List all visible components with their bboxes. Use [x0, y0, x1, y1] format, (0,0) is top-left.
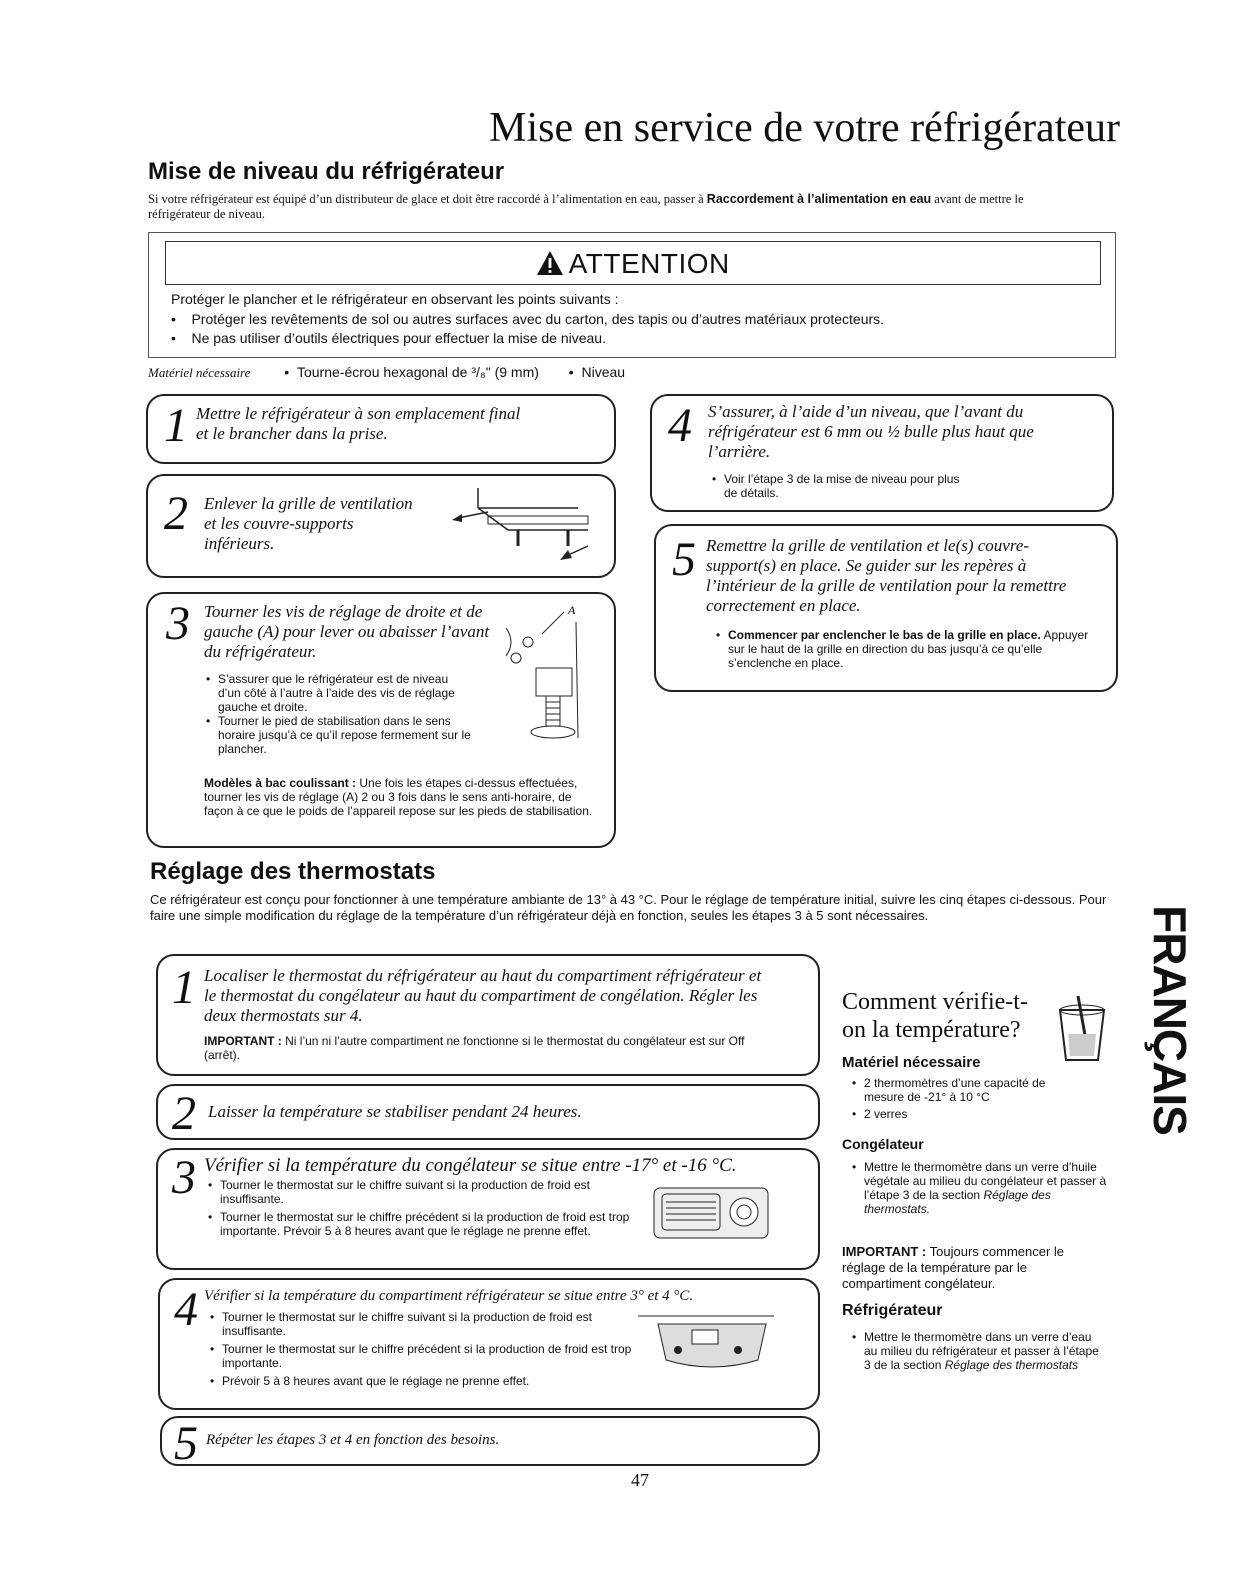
page-number: 47 — [631, 1470, 649, 1490]
step-title: Enlever la grille de ventilation et les couvre-supports inférieurs. — [204, 494, 413, 553]
sidebar-title: Comment vérifie-t-on la température? — [842, 989, 1028, 1043]
step-number: 2 — [172, 1087, 196, 1140]
note-text: Une fois les étapes ci-dessus effectuées, tourner les vis de réglage (A) 2 ou 3 fois dans le sens anti-horaire, de façon à ce que le poids de l’appareil repose sur les pieds de stabilisation. — [204, 776, 593, 818]
bullet: • Mettre le thermomètre dans un verre d’eau au milieu du réfrigérateur et passer à l’étape 3 de la section Réglage des thermostats — [864, 1330, 1100, 1372]
step-bullets — [208, 1310, 648, 1388]
step-number: 4 — [668, 399, 692, 452]
section-heading-thermostat: Réglage des thermostats — [150, 858, 436, 885]
svg-text:A: A — [568, 603, 576, 617]
step-title: Tourner les vis de réglage de droite et de gauche (A) pour lever ou abaisser l’avant du réfrigérateur. — [204, 602, 490, 661]
attention-title: ATTENTION — [568, 248, 730, 279]
leveling-intro — [148, 192, 1068, 222]
step-title: Répéter les étapes 3 et 4 en fonction des besoins. — [206, 1432, 500, 1448]
sidebar-important: IMPORTANT : Toujours commencer le réglage de la température par le compartiment congélateur. — [842, 1244, 1065, 1291]
step-bullets — [204, 672, 474, 756]
step-title: Remettre la grille de ventilation et le(s) couvre-support(s) en place. Se guider sur les repères à l’intérieur de la grille de ventilation pour la remettre correctement en place. — [706, 536, 1067, 615]
intro-text: Si votre réfrigérateur est équipé d’un distributeur de glace et doit être raccordé à l’alimentation en eau, passer à — [148, 192, 704, 206]
warning-triangle-icon — [536, 250, 564, 276]
leveling-step-1 — [146, 394, 616, 464]
bullet: • 2 verres — [864, 1107, 1080, 1121]
intro-tail: avant de mettre le réfrigérateur de niveau. — [148, 192, 1024, 221]
step-title: Vérifier si la température du compartiment réfrigérateur se situe entre 3° et 4 °C. — [204, 1288, 694, 1304]
thermostat-intro: Ce réfrigérateur est conçu pour fonctionner à une température ambiante de 13° à 43 °C. Pour le réglage de température initial, suivre les cinq étapes ci-dessous. Pour faire une simple modification du réglage de la température d’un réfrigérateur déjà en fonction, seules les étapes 3 à 5 sont nécessaires. — [150, 892, 1107, 923]
bullet: • Tourner le pied de stabilisation dans le sens horaire jusqu’à ce qu’il repose fermement sur le plancher. — [218, 714, 474, 756]
materiel-item-wrench: Tourne-écrou hexagonal de — [296, 364, 468, 380]
bullet: • Tourner le thermostat sur le chiffre précédent si la production de froid est trop importante. — [222, 1342, 648, 1370]
sidebar-fridge-heading: Réfrigérateur — [842, 1302, 943, 1319]
grille-illustration — [448, 484, 598, 572]
step-title: Mettre le réfrigérateur à son emplacement final et le brancher dans la prise. — [196, 404, 521, 443]
sidebar-materiel-list — [850, 1076, 1080, 1121]
materiel-fraction: ³/₈ — [471, 364, 486, 380]
sidebar-materiel-heading: Matériel nécessaire — [842, 1054, 981, 1071]
sidebar-freezer-text — [850, 1160, 1110, 1216]
step-number: 5 — [174, 1417, 198, 1470]
materiel-line: Matériel nécessaire • Tourne-écrou hexagonal de ³/₈" (9 mm) • Niveau — [148, 364, 626, 380]
step-number: 2 — [164, 487, 188, 540]
bullet: • Voir l’étape 3 de la mise de niveau pour plus de détails. — [724, 472, 970, 500]
bullet: • Tourner le thermostat sur le chiffre suivant si la production de froid est insuffisante. — [222, 1310, 648, 1338]
step-number: 1 — [164, 399, 188, 452]
leveling-step-3 — [146, 592, 616, 848]
thermometer-glass-icon — [1054, 994, 1110, 1064]
step-title: Vérifier si la température du congélateur se situe entre -17° et -16 °C. — [204, 1155, 737, 1176]
bullet: • 2 thermomètres d’une capacité de mesure de -21° à 10 °C — [864, 1076, 1080, 1104]
bullet: • Mettre le thermomètre dans un verre d’huile végétale au milieu du congélateur et passer à l’étape 3 de la section Réglage des thermostats. — [864, 1160, 1110, 1216]
leveling-step-2 — [146, 474, 616, 578]
step-number: 3 — [172, 1151, 196, 1204]
step-number: 3 — [166, 597, 190, 650]
section-heading-leveling: Mise de niveau du réfrigérateur — [148, 158, 505, 185]
bullet: • S’assurer que le réfrigérateur est de niveau d’un côté à l’autre à l’aide des vis de réglage gauche et droite. — [218, 672, 474, 714]
step-bullets — [206, 1178, 646, 1238]
step-title: S’assurer, à l’aide d’un niveau, que l’avant du réfrigérateur est 6 mm ou ½ bulle plus haut que l’arrière. — [708, 402, 1034, 461]
attention-item: • Ne pas utiliser d’outils électriques pour effectuer la mise de niveau. — [171, 330, 606, 346]
step-title: Localiser le thermostat du réfrigérateur au haut du compartiment réfrigérateur et le thermostat du congélateur au haut du compartiment de congélation. Régler les deux thermostats sur 4. — [204, 966, 762, 1025]
step-bullets — [710, 472, 970, 500]
note-label: Modèles à bac coulissant : — [204, 776, 357, 790]
bullet: • Tourner le thermostat sur le chiffre précédent si la production de froid est trop importante. Prévoir 5 à 8 heures avant que le réglage ne prenne effet. — [220, 1210, 646, 1238]
attention-banner — [165, 241, 1101, 285]
thermostat-step-5 — [160, 1416, 820, 1470]
bullet: • Tourner le thermostat sur le chiffre suivant si la production de froid est insuffisante. — [220, 1178, 646, 1206]
leveling-step-4 — [650, 394, 1114, 512]
thermostat-step-2 — [156, 1084, 820, 1140]
step-number: 5 — [672, 533, 696, 586]
leveling-screw-illustration — [486, 598, 610, 748]
step-number: 4 — [174, 1283, 198, 1336]
freezer-control-illustration — [652, 1180, 772, 1244]
leveling-step-5 — [654, 524, 1118, 692]
attention-item: • Protéger les revêtements de sol ou autres surfaces avec du carton, des tapis ou d’autres matériaux protecteurs. — [171, 311, 885, 327]
intro-link: Raccordement à l’alimentation en eau — [706, 192, 932, 206]
bullet: • Commencer par enclencher le bas de la grille en place. Appuyer sur le haut de la grille en direction du bas jusqu’à ce qu’elle s’enclenche en place. — [728, 628, 1094, 670]
step-important: IMPORTANT : Ni l’un ni l’autre compartiment ne fonctionne si le thermostat du congélateur est sur Off (arrêt). — [204, 1034, 745, 1062]
step-bullets — [714, 628, 1094, 670]
step-note — [204, 776, 594, 818]
bullet: • Prévoir 5 à 8 heures avant que le réglage ne prenne effet. — [222, 1374, 648, 1388]
page-title: Mise en service de votre réfrigérateur — [489, 105, 1120, 151]
materiel-label: Matériel nécessaire — [148, 365, 251, 380]
materiel-item-level: Niveau — [581, 364, 626, 380]
sidebar-freezer-heading: Congélateur — [842, 1136, 924, 1152]
materiel-size: " (9 mm) — [485, 364, 539, 380]
step-number: 1 — [172, 961, 196, 1014]
language-side-tab: FRANÇAIS — [1144, 905, 1196, 1135]
thermostat-step-3 — [156, 1148, 820, 1270]
fridge-control-illustration — [638, 1310, 788, 1378]
attention-lead: Protéger le plancher et le réfrigérateur en observant les points suivants : — [171, 291, 619, 307]
thermostat-step-4 — [158, 1278, 820, 1410]
step-title: Laisser la température se stabiliser pendant 24 heures. — [208, 1102, 582, 1121]
thermostat-step-1 — [156, 954, 820, 1076]
sidebar-fridge-text — [850, 1330, 1100, 1372]
attention-box — [148, 232, 1116, 358]
